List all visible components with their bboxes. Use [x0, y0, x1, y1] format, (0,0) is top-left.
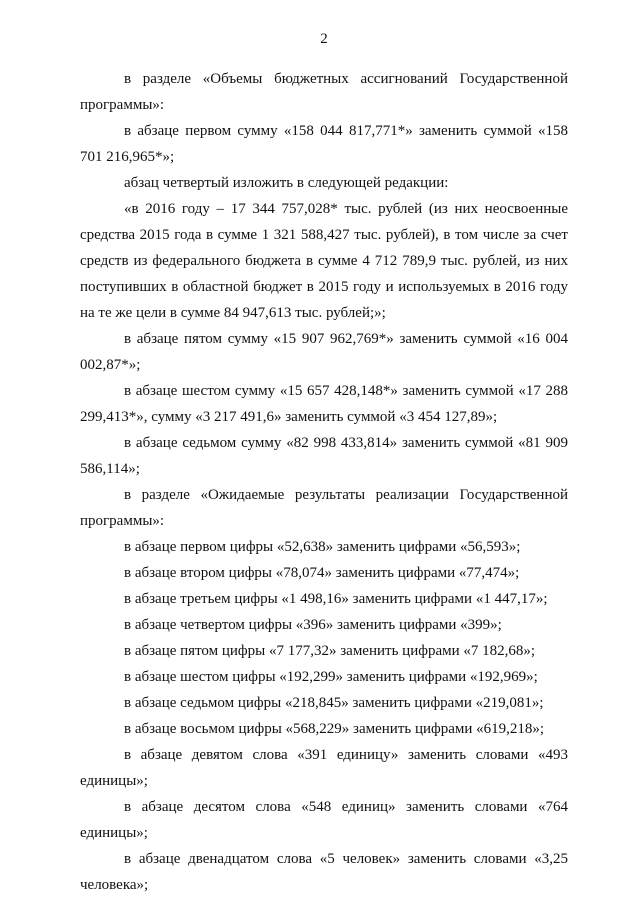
paragraph-result-8: в абзаце восьмом цифры «568,229» заменить цифрами «619,218»; [124, 721, 545, 737]
page-number: 2 [320, 31, 328, 47]
paragraph-section-results: в разделе «Ожидаемые результаты реализации Государственной программы»: [80, 487, 568, 529]
paragraph-result-1: в абзаце первом цифры «52,638» заменить цифрами «56,593»; [124, 539, 521, 555]
paragraph-abzac-1-sum: в абзаце первом сумму «158 044 817,771*» заменить суммой «158 701 216,965*»; [80, 123, 568, 165]
paragraph-abzac-5-sum: в абзаце пятом сумму «15 907 962,769*» заменить суммой «16 004 002,87*»; [80, 331, 568, 373]
paragraph-abzac-4-heading: абзац четвертый изложить в следующей редакции: [124, 175, 449, 191]
paragraph-result-5: в абзаце пятом цифры «7 177,32» заменить цифрами «7 182,68»; [124, 643, 536, 659]
paragraph-result-4: в абзаце четвертом цифры «396» заменить цифрами «399»; [124, 617, 502, 633]
paragraph-result-3: в абзаце третьем цифры «1 498,16» заменить цифрами «1 447,17»; [124, 591, 548, 607]
paragraph-abzac-7-sum: в абзаце седьмом сумму «82 998 433,814» заменить суммой «81 909 586,114»; [80, 435, 568, 477]
paragraph-result-7: в абзаце седьмом цифры «218,845» заменить цифрами «219,081»; [124, 695, 544, 711]
paragraph-result-6: в абзаце шестом цифры «192,299» заменить цифрами «192,969»; [124, 669, 538, 685]
paragraph-result-10: в абзаце десятом слова «548 единиц» заменить словами «764 единицы»; [80, 799, 568, 841]
paragraph-result-2: в абзаце втором цифры «78,074» заменить цифрами «77,474»; [124, 565, 520, 581]
paragraph-abzac-4-text: «в 2016 году – 17 344 757,028* тыс. рублей (из них неосвоенные средства 2015 года в сумме 1 321 588,427 тыс. рублей), в том числе за счет средств из федерального бюджета в сумме 4 712 789,9 тыс. рублей, из них поступивших в областной бюджет в 2015 году и используемых в 2016 году на те же цели в сумме 84 947,613 тыс. рублей;»; [80, 201, 568, 321]
paragraph-section-budget: в разделе «Объемы бюджетных ассигнований Государственной программы»: [80, 71, 568, 113]
paragraph-abzac-6-sum: в абзаце шестом сумму «15 657 428,148*» заменить суммой «17 288 299,413*», сумму «3 217 491,6» заменить суммой «3 454 127,89»; [80, 383, 568, 425]
paragraph-result-9: в абзаце девятом слова «391 единицу» заменить словами «493 единицы»; [80, 747, 568, 789]
paragraph-result-12: в абзаце двенадцатом слова «5 человек» заменить словами «3,25 человека»; [80, 851, 568, 893]
